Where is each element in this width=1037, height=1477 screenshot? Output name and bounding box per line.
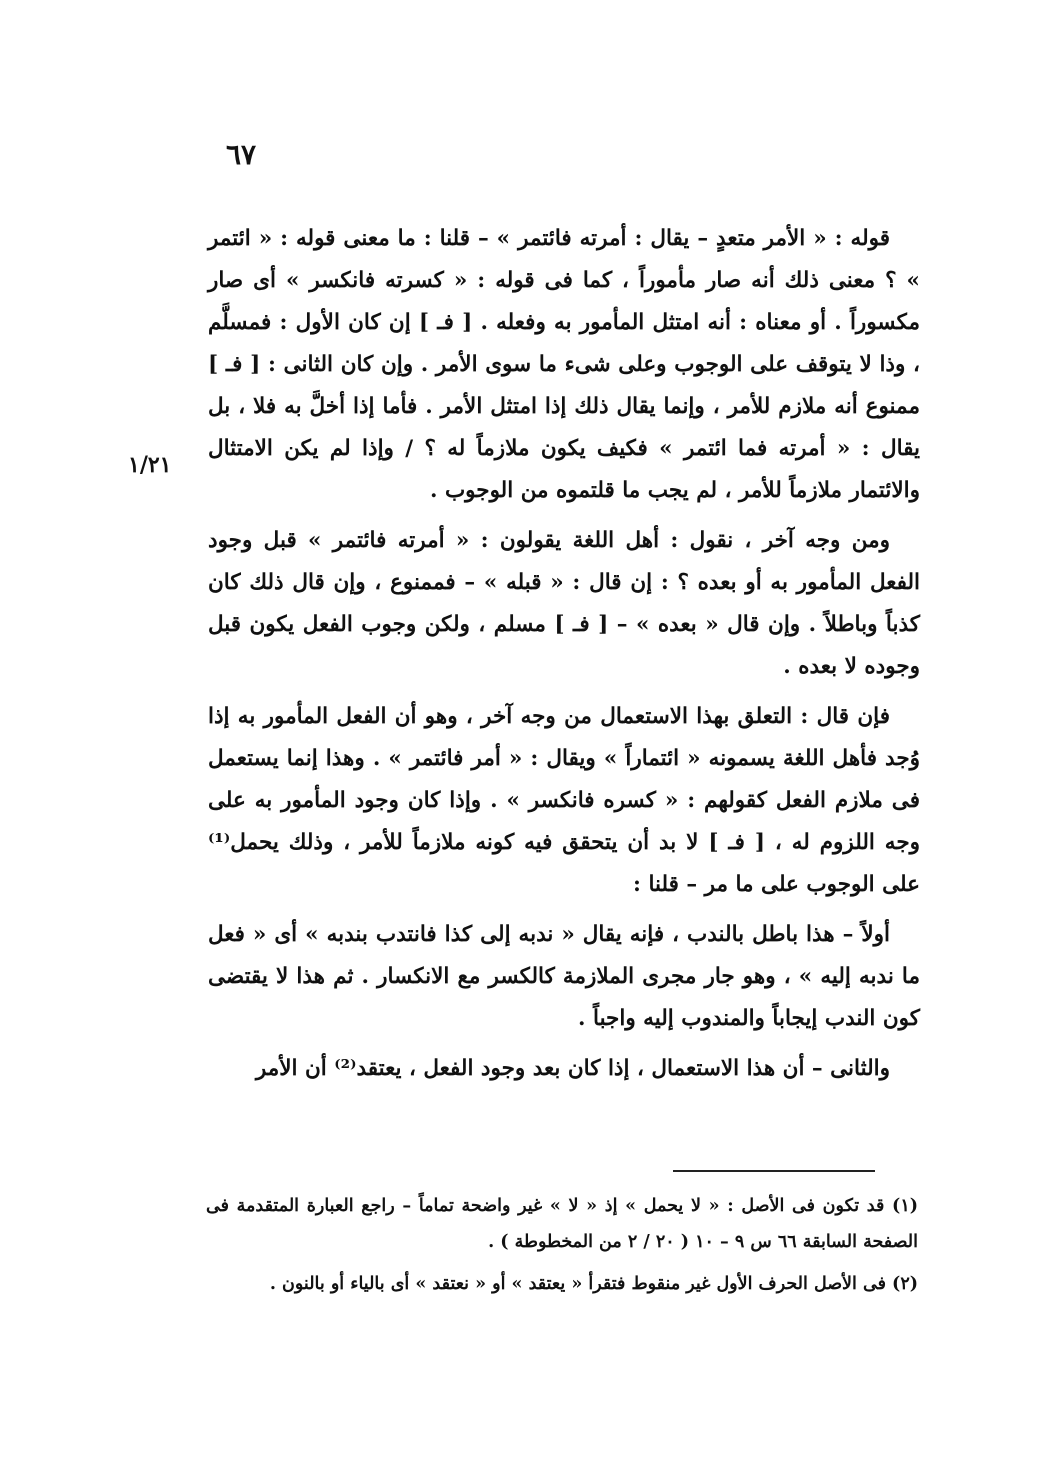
body-text [208,218,920,1098]
paragraph-3: فإن قال : التعلق بهذا الاستعمال من وجه آخر ، وهو أن الفعل المأمور به إذا وُجد فأهل اللغة يسمونه « ائتماراً » ويقال : « أمر فائتمر » . وهذا إنما يستعمل فى ملازم الفعل كقولهم : « كسره فانكسر » . وإذا كان وجود المأمور به على وجه اللزوم له ، [ فـ ] لا بد أن يتحقق فيه كونه ملازماً للأمر ، وذلك يحمل⁽¹⁾ على الوجوب على ما مر – قلنا : [208,704,920,897]
page-number: ٦٧ [226,138,257,171]
footnote-1: (١) قد تكون فى الأصل : « لا يحمل » إذ « لا » غير واضحة تماماً – راجع العبارة المتقدمة فى الصفحة السابقة ٦٦ س ٩ – ١٠ ( ٢٠ / ٢ من المخطوطة ) . [206,1196,918,1252]
paragraph-1: قوله : « الأمر متعدٍ – يقال : أمرته فائتمر » – قلنا : ما معنى قوله : « ائتمر » ؟ معنى ذلك أنه صار مأموراً ، كما فى قوله : « كسرته فانكسر » أى صار مكسوراً . أو معناه : أنه امتثل المأمور به وفعله . [ فـ ] إن كان الأول : فمسلَّم ، وذا لا يتوقف على الوجوب وعلى شىء ما سوى الأمر . وإن كان الثانى : [ فـ ] ممنوع أنه ملازم للأمر ، وإنما يقال ذلك إذا امتثل الأمر . فأما إذا أخلَّ به فلا ، بل يقال : « أمرته فما ائتمر » فكيف يكون ملازماً له ؟ / وإذا لم يكن الامتثال والائتمار ملازماً للأمر ، لم يجب ما قلتموه من الوجوب . [208,226,920,503]
footnotes [206,1188,918,1308]
footnote-divider [673,1170,875,1172]
paragraph-5: والثانى – أن هذا الاستعمال ، إذا كان بعد وجود الفعل ، يعتقد⁽²⁾ أن الأمر [255,1056,890,1081]
footnote-2: (٢) فى الأصل الحرف الأول غير منقوط فتقرأ « يعتقد » أو « نعتقد » أى بالياء أو بالنون . [269,1274,918,1294]
margin-reference: ١/٢١ [128,452,172,478]
paragraph-4: أولاً – هذا باطل بالندب ، فإنه يقال « ندبه إلى كذا فانتدب بندبه » أى « فعل ما ندبه إليه » ، وهو جار مجرى الملازمة كالكسر مع الانكسار . ثم هذا لا يقتضى كون الندب إيجاباً والمندوب إليه واجباً . [208,922,920,1031]
paragraph-2: ومن وجه آخر ، نقول : أهل اللغة يقولون : « أمرته فائتمر » قبل وجود الفعل المأمور به أو بعده ؟ : إن قال : « قبله » – فممنوع ، وإن قال ذلك كان كذباً وباطلاً . وإن قال « بعده » – [ فـ ] مسلم ، ولكن وجوب الفعل يكون قبل وجوده لا بعده . [208,528,921,679]
